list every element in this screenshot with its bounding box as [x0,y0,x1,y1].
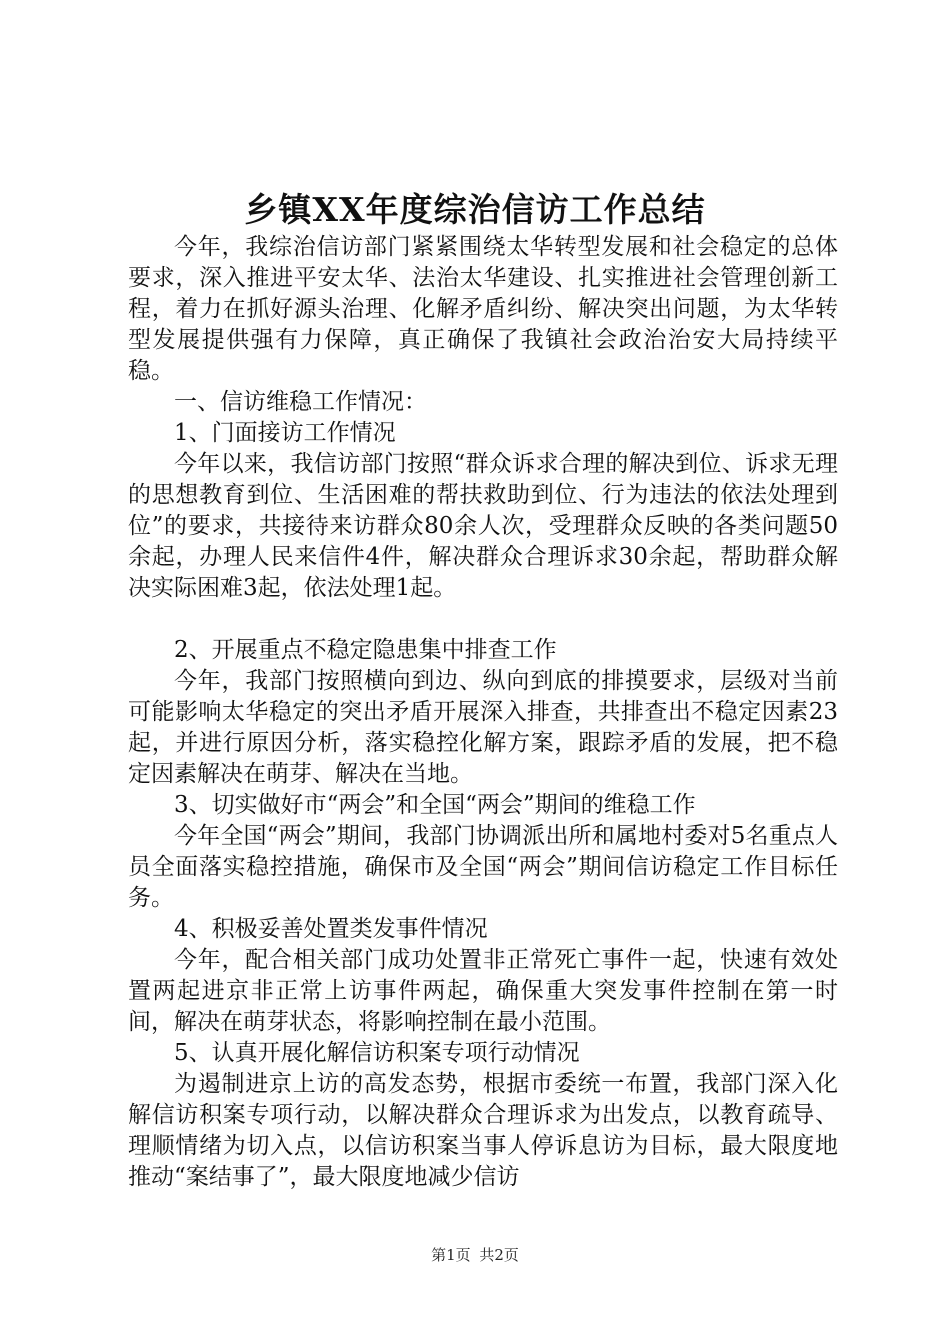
page-footer [0,1245,950,1265]
item-2-text: 今年，我部门按照横向到边、纵向到底的排摸要求，层级对当前可能影响太华稳定的突出矛盾开展深入排查，共排查出不稳定因素23起，并进行原因分析，落实稳控化解方案，跟踪矛盾的发展，把不稳定因素解决在萌芽、解决在当地。 [128,668,838,787]
page-total: 共2页 [479,1246,519,1264]
item-3-text: 今年全国“两会”期间，我部门协调派出所和属地村委对5名重点人员全面落实稳控措施，确保市及全国“两会”期间信访稳定工作目标任务。 [128,823,838,911]
document-body [128,232,838,1193]
intro-paragraph: 今年，我综治信访部门紧紧围绕太华转型发展和社会稳定的总体要求，深入推进平安太华、法治太华建设、扎实推进社会管理创新工程，着力在抓好源头治理、化解矛盾纠纷、解决突出问题，为太华转型发展提供强有力保障，真正确保了我镇社会政治治安大局持续平稳。 [128,234,838,384]
item-4-text: 今年，配合相关部门成功处置非正常死亡事件一起，快速有效处置两起进京非正常上访事件两起，确保重大突发事件控制在第一时间，解决在萌芽状态，将影响控制在最小范围。 [128,947,838,1035]
document-title: 乡镇XX年度综治信访工作总结 [244,190,706,229]
item-5-text: 为遏制进京上访的高发态势，根据市委统一布置，我部门深入化解信访积案专项行动，以解决群众合理诉求为出发点，以教育疏导、理顺情绪为切入点，以信访积案当事人停诉息访为目标，最大限度地推动“案结事了”，最大限度地减少信访 [128,1071,838,1190]
item-2-heading: 2、开展重点不稳定隐患集中排查工作 [174,637,557,663]
section-heading: 一、信访维稳工作情况： [174,389,427,415]
item-1-text: 今年以来，我信访部门按照“群众诉求合理的解决到位、诉求无理的思想教育到位、生活困难的帮扶救助到位、行为违法的依法处理到位”的要求，共接待来访群众80余人次，受理群众反映的各类问题50余起，办理人民来信件4件，解决群众合理诉求30余起，帮助群众解决实际困难3起，依法处理1起。 [128,451,838,601]
item-1-heading: 1、门面接访工作情况 [174,420,396,446]
item-4-heading: 4、积极妥善处置类发事件情况 [174,916,488,942]
blank-line [128,604,838,635]
item-5-heading: 5、认真开展化解信访积案专项行动情况 [174,1040,580,1066]
page-number: 第1页 [431,1246,471,1264]
item-3-heading: 3、切实做好市“两会”和全国“两会”期间的维稳工作 [174,792,696,818]
